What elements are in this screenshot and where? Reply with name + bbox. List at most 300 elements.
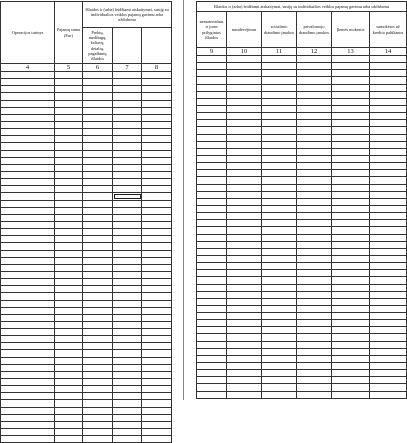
ledger-cell[interactable] — [370, 98, 407, 105]
ledger-cell[interactable] — [83, 286, 113, 293]
ledger-cell[interactable] — [113, 336, 142, 343]
ledger-cell[interactable] — [83, 336, 113, 343]
ledger-cell[interactable] — [83, 307, 113, 314]
ledger-cell[interactable] — [332, 98, 370, 105]
ledger-cell[interactable] — [1, 107, 55, 114]
ledger-cell[interactable] — [142, 279, 172, 286]
ledger-cell[interactable] — [1, 157, 55, 164]
ledger-cell[interactable] — [227, 105, 262, 112]
ledger-cell[interactable] — [262, 220, 297, 227]
ledger-cell[interactable] — [227, 170, 262, 177]
ledger-cell[interactable] — [197, 205, 227, 212]
ledger-cell[interactable] — [197, 277, 227, 284]
ledger-cell[interactable] — [113, 307, 142, 314]
ledger-cell[interactable] — [227, 234, 262, 241]
ledger-cell[interactable] — [142, 321, 172, 328]
ledger-cell[interactable] — [370, 377, 407, 384]
ledger-cell[interactable] — [297, 77, 332, 84]
ledger-cell[interactable] — [197, 120, 227, 127]
ledger-cell[interactable] — [113, 300, 142, 307]
ledger-cell[interactable] — [55, 100, 83, 107]
ledger-cell[interactable] — [227, 141, 262, 148]
ledger-cell[interactable] — [262, 120, 297, 127]
ledger-cell[interactable] — [332, 177, 370, 184]
ledger-cell[interactable] — [1, 207, 55, 214]
ledger-cell[interactable] — [370, 227, 407, 234]
ledger-cell[interactable] — [262, 191, 297, 198]
ledger-cell[interactable] — [1, 150, 55, 157]
ledger-cell[interactable] — [55, 371, 83, 378]
ledger-cell[interactable] — [297, 241, 332, 248]
ledger-cell[interactable] — [83, 421, 113, 428]
ledger-cell[interactable] — [197, 155, 227, 162]
ledger-cell[interactable] — [297, 248, 332, 255]
ledger-cell[interactable] — [227, 263, 262, 270]
ledger-cell[interactable] — [297, 84, 332, 91]
ledger-cell[interactable] — [142, 379, 172, 386]
ledger-cell[interactable] — [297, 56, 332, 63]
ledger-cell[interactable] — [83, 79, 113, 86]
ledger-cell[interactable] — [1, 264, 55, 271]
ledger-cell[interactable] — [83, 264, 113, 271]
ledger-cell[interactable] — [297, 284, 332, 291]
ledger-cell[interactable] — [370, 305, 407, 312]
ledger-cell[interactable] — [370, 341, 407, 348]
ledger-cell[interactable] — [297, 277, 332, 284]
ledger-cell[interactable] — [262, 141, 297, 148]
ledger-cell[interactable] — [55, 79, 83, 86]
ledger-cell[interactable] — [55, 186, 83, 193]
ledger-cell[interactable] — [197, 70, 227, 77]
ledger-cell[interactable] — [297, 148, 332, 155]
ledger-cell[interactable] — [83, 193, 113, 200]
ledger-cell[interactable] — [197, 298, 227, 305]
ledger-cell[interactable] — [55, 414, 83, 421]
ledger-cell[interactable] — [113, 286, 142, 293]
ledger-cell[interactable] — [370, 363, 407, 370]
ledger-cell[interactable] — [197, 227, 227, 234]
ledger-cell[interactable] — [197, 198, 227, 205]
ledger-cell[interactable] — [262, 127, 297, 134]
ledger-cell[interactable] — [55, 279, 83, 286]
ledger-cell[interactable] — [262, 234, 297, 241]
ledger-cell[interactable] — [55, 300, 83, 307]
ledger-cell[interactable] — [142, 364, 172, 371]
ledger-cell[interactable] — [1, 86, 55, 93]
ledger-cell[interactable] — [1, 72, 55, 79]
ledger-cell[interactable] — [142, 421, 172, 428]
ledger-cell[interactable] — [55, 357, 83, 364]
ledger-cell[interactable] — [332, 234, 370, 241]
ledger-cell[interactable] — [297, 291, 332, 298]
ledger-cell[interactable] — [1, 407, 55, 414]
ledger-cell[interactable] — [262, 198, 297, 205]
ledger-cell[interactable] — [55, 136, 83, 143]
ledger-cell[interactable] — [227, 291, 262, 298]
ledger-cell[interactable] — [83, 386, 113, 393]
ledger-cell[interactable] — [113, 329, 142, 336]
ledger-cell[interactable] — [55, 293, 83, 300]
ledger-cell[interactable] — [142, 121, 172, 128]
ledger-cell[interactable] — [297, 341, 332, 348]
ledger-cell[interactable] — [370, 263, 407, 270]
ledger-cell[interactable] — [297, 98, 332, 105]
ledger-cell[interactable] — [83, 164, 113, 171]
ledger-cell[interactable] — [370, 113, 407, 120]
ledger-cell[interactable] — [142, 179, 172, 186]
ledger-cell[interactable] — [113, 386, 142, 393]
ledger-cell[interactable] — [142, 100, 172, 107]
ledger-cell[interactable] — [113, 421, 142, 428]
ledger-cell[interactable] — [370, 313, 407, 320]
ledger-cell[interactable] — [227, 241, 262, 248]
ledger-cell[interactable] — [55, 343, 83, 350]
ledger-cell[interactable] — [83, 136, 113, 143]
ledger-cell[interactable] — [370, 191, 407, 198]
ledger-cell[interactable] — [83, 300, 113, 307]
ledger-cell[interactable] — [332, 113, 370, 120]
ledger-cell[interactable] — [142, 307, 172, 314]
ledger-cell[interactable] — [1, 93, 55, 100]
ledger-cell[interactable] — [262, 177, 297, 184]
ledger-cell[interactable] — [55, 214, 83, 221]
ledger-cell[interactable] — [1, 279, 55, 286]
ledger-cell[interactable] — [370, 248, 407, 255]
ledger-cell[interactable] — [55, 314, 83, 321]
ledger-cell[interactable] — [55, 429, 83, 436]
ledger-cell[interactable] — [332, 270, 370, 277]
ledger-cell[interactable] — [370, 163, 407, 170]
ledger-cell[interactable] — [370, 391, 407, 398]
ledger-cell[interactable] — [370, 148, 407, 155]
ledger-cell[interactable] — [262, 56, 297, 63]
ledger-cell[interactable] — [297, 134, 332, 141]
ledger-cell[interactable] — [197, 241, 227, 248]
ledger-cell[interactable] — [197, 191, 227, 198]
ledger-cell[interactable] — [113, 72, 142, 79]
ledger-cell[interactable] — [1, 186, 55, 193]
ledger-cell[interactable] — [142, 171, 172, 178]
ledger-cell[interactable] — [55, 364, 83, 371]
ledger-cell[interactable] — [332, 134, 370, 141]
ledger-cell[interactable] — [332, 327, 370, 334]
ledger-cell[interactable] — [83, 400, 113, 407]
ledger-cell[interactable] — [197, 84, 227, 91]
ledger-cell[interactable] — [227, 184, 262, 191]
ledger-cell[interactable] — [113, 407, 142, 414]
ledger-cell[interactable] — [227, 284, 262, 291]
ledger-cell[interactable] — [197, 234, 227, 241]
ledger-cell[interactable] — [83, 129, 113, 136]
ledger-cell[interactable] — [332, 155, 370, 162]
ledger-cell[interactable] — [297, 213, 332, 220]
ledger-cell[interactable] — [113, 79, 142, 86]
ledger-cell[interactable] — [262, 341, 297, 348]
ledger-cell[interactable] — [142, 229, 172, 236]
ledger-cell[interactable] — [227, 355, 262, 362]
ledger-cell[interactable] — [197, 320, 227, 327]
ledger-cell[interactable] — [113, 86, 142, 93]
ledger-cell[interactable] — [370, 291, 407, 298]
ledger-cell[interactable] — [262, 155, 297, 162]
ledger-cell[interactable] — [142, 371, 172, 378]
ledger-cell[interactable] — [83, 293, 113, 300]
ledger-cell[interactable] — [332, 198, 370, 205]
ledger-cell[interactable] — [297, 320, 332, 327]
ledger-cell[interactable] — [332, 298, 370, 305]
ledger-cell[interactable] — [197, 148, 227, 155]
ledger-cell[interactable] — [227, 227, 262, 234]
ledger-cell[interactable] — [1, 136, 55, 143]
ledger-cell[interactable] — [227, 205, 262, 212]
ledger-cell[interactable] — [197, 163, 227, 170]
ledger-cell[interactable] — [297, 305, 332, 312]
ledger-cell[interactable] — [55, 129, 83, 136]
ledger-cell[interactable] — [297, 220, 332, 227]
ledger-cell[interactable] — [83, 250, 113, 257]
ledger-cell[interactable] — [227, 255, 262, 262]
ledger-cell[interactable] — [297, 327, 332, 334]
ledger-cell[interactable] — [83, 393, 113, 400]
ledger-cell[interactable] — [83, 100, 113, 107]
ledger-cell[interactable] — [55, 72, 83, 79]
ledger-cell[interactable] — [227, 348, 262, 355]
ledger-cell[interactable] — [332, 63, 370, 70]
ledger-cell[interactable] — [142, 72, 172, 79]
ledger-cell[interactable] — [262, 134, 297, 141]
ledger-cell[interactable] — [332, 370, 370, 377]
ledger-cell[interactable] — [142, 314, 172, 321]
ledger-cell[interactable] — [197, 270, 227, 277]
ledger-cell[interactable] — [227, 120, 262, 127]
ledger-cell[interactable] — [262, 277, 297, 284]
ledger-cell[interactable] — [227, 63, 262, 70]
ledger-cell[interactable] — [197, 355, 227, 362]
ledger-cell[interactable] — [227, 220, 262, 227]
ledger-cell[interactable] — [1, 364, 55, 371]
ledger-cell[interactable] — [1, 250, 55, 257]
ledger-cell[interactable] — [55, 207, 83, 214]
ledger-cell[interactable] — [370, 91, 407, 98]
ledger-cell[interactable] — [55, 257, 83, 264]
ledger-cell[interactable] — [142, 164, 172, 171]
ledger-cell[interactable] — [83, 114, 113, 121]
ledger-cell[interactable] — [227, 56, 262, 63]
ledger-cell[interactable] — [83, 407, 113, 414]
ledger-cell[interactable] — [332, 127, 370, 134]
ledger-cell[interactable] — [83, 350, 113, 357]
ledger-cell[interactable] — [227, 177, 262, 184]
ledger-cell[interactable] — [113, 143, 142, 150]
ledger-cell[interactable] — [83, 257, 113, 264]
ledger-cell[interactable] — [55, 421, 83, 428]
ledger-cell[interactable] — [142, 157, 172, 164]
ledger-cell[interactable] — [197, 113, 227, 120]
ledger-cell[interactable] — [370, 198, 407, 205]
ledger-cell[interactable] — [332, 220, 370, 227]
ledger-cell[interactable] — [83, 214, 113, 221]
ledger-cell[interactable] — [370, 77, 407, 84]
ledger-cell[interactable] — [55, 250, 83, 257]
ledger-cell[interactable] — [370, 205, 407, 212]
ledger-cell[interactable] — [1, 143, 55, 150]
ledger-cell[interactable] — [262, 70, 297, 77]
ledger-cell[interactable] — [55, 86, 83, 93]
ledger-cell[interactable] — [370, 56, 407, 63]
ledger-cell[interactable] — [332, 148, 370, 155]
ledger-cell[interactable] — [332, 213, 370, 220]
ledger-cell[interactable] — [83, 200, 113, 207]
ledger-cell[interactable] — [197, 263, 227, 270]
ledger-cell[interactable] — [113, 171, 142, 178]
ledger-cell[interactable] — [1, 386, 55, 393]
ledger-cell[interactable] — [332, 348, 370, 355]
ledger-cell[interactable] — [55, 436, 83, 443]
ledger-cell[interactable] — [113, 364, 142, 371]
ledger-cell[interactable] — [227, 127, 262, 134]
ledger-cell[interactable] — [55, 179, 83, 186]
ledger-cell[interactable] — [113, 207, 142, 214]
ledger-cell[interactable] — [297, 334, 332, 341]
ledger-cell[interactable] — [83, 357, 113, 364]
ledger-cell[interactable] — [332, 120, 370, 127]
ledger-cell[interactable] — [297, 191, 332, 198]
ledger-cell[interactable] — [262, 184, 297, 191]
ledger-cell[interactable] — [262, 284, 297, 291]
ledger-cell[interactable] — [142, 386, 172, 393]
ledger-cell[interactable] — [1, 193, 55, 200]
ledger-cell[interactable] — [142, 136, 172, 143]
ledger-cell[interactable] — [332, 334, 370, 341]
ledger-cell[interactable] — [262, 84, 297, 91]
ledger-cell[interactable] — [262, 170, 297, 177]
ledger-cell[interactable] — [227, 155, 262, 162]
ledger-cell[interactable] — [370, 334, 407, 341]
ledger-cell[interactable] — [113, 264, 142, 271]
ledger-cell[interactable] — [332, 291, 370, 298]
ledger-cell[interactable] — [55, 400, 83, 407]
ledger-cell[interactable] — [370, 327, 407, 334]
ledger-cell[interactable] — [55, 271, 83, 278]
ledger-cell[interactable] — [83, 314, 113, 321]
ledger-cell[interactable] — [1, 221, 55, 228]
ledger-cell[interactable] — [332, 56, 370, 63]
ledger-cell[interactable] — [262, 334, 297, 341]
ledger-cell[interactable] — [55, 221, 83, 228]
ledger-cell[interactable] — [55, 157, 83, 164]
ledger-cell[interactable] — [142, 150, 172, 157]
ledger-cell[interactable] — [332, 355, 370, 362]
ledger-cell[interactable] — [332, 263, 370, 270]
ledger-cell[interactable] — [262, 370, 297, 377]
ledger-cell[interactable] — [142, 436, 172, 443]
ledger-cell[interactable] — [83, 236, 113, 243]
ledger-cell[interactable] — [83, 207, 113, 214]
ledger-cell[interactable] — [197, 384, 227, 391]
ledger-cell[interactable] — [297, 198, 332, 205]
ledger-cell[interactable] — [297, 105, 332, 112]
ledger-cell[interactable] — [370, 320, 407, 327]
ledger-cell[interactable] — [142, 300, 172, 307]
ledger-cell[interactable] — [1, 271, 55, 278]
ledger-cell[interactable] — [142, 186, 172, 193]
ledger-cell[interactable] — [55, 286, 83, 293]
ledger-cell[interactable] — [297, 155, 332, 162]
ledger-cell[interactable] — [142, 107, 172, 114]
ledger-cell[interactable] — [197, 91, 227, 98]
ledger-cell[interactable] — [262, 227, 297, 234]
ledger-cell[interactable] — [142, 114, 172, 121]
ledger-cell[interactable] — [370, 270, 407, 277]
ledger-cell[interactable] — [370, 177, 407, 184]
ledger-cell[interactable] — [297, 377, 332, 384]
ledger-cell[interactable] — [197, 248, 227, 255]
ledger-cell[interactable] — [113, 293, 142, 300]
ledger-cell[interactable] — [1, 257, 55, 264]
ledger-cell[interactable] — [1, 300, 55, 307]
ledger-cell[interactable] — [197, 377, 227, 384]
ledger-cell[interactable] — [297, 263, 332, 270]
ledger-cell[interactable] — [227, 363, 262, 370]
ledger-cell[interactable] — [83, 371, 113, 378]
ledger-cell[interactable] — [83, 364, 113, 371]
ledger-cell[interactable] — [55, 164, 83, 171]
ledger-cell[interactable] — [142, 350, 172, 357]
ledger-cell[interactable] — [113, 229, 142, 236]
ledger-cell[interactable] — [297, 313, 332, 320]
ledger-cell[interactable] — [1, 429, 55, 436]
ledger-cell[interactable] — [1, 200, 55, 207]
ledger-cell[interactable] — [113, 357, 142, 364]
ledger-cell[interactable] — [370, 213, 407, 220]
ledger-cell[interactable] — [55, 193, 83, 200]
ledger-cell[interactable] — [83, 379, 113, 386]
ledger-cell[interactable] — [370, 134, 407, 141]
ledger-cell[interactable] — [227, 84, 262, 91]
ledger-cell[interactable] — [142, 264, 172, 271]
ledger-cell[interactable] — [1, 171, 55, 178]
ledger-cell[interactable] — [55, 236, 83, 243]
ledger-cell[interactable] — [227, 305, 262, 312]
ledger-cell[interactable] — [197, 77, 227, 84]
ledger-cell[interactable] — [332, 77, 370, 84]
ledger-cell[interactable] — [332, 363, 370, 370]
ledger-cell[interactable] — [83, 93, 113, 100]
ledger-cell[interactable] — [332, 184, 370, 191]
ledger-cell[interactable] — [83, 157, 113, 164]
ledger-cell[interactable] — [332, 277, 370, 284]
ledger-cell[interactable] — [197, 141, 227, 148]
ledger-cell[interactable] — [297, 113, 332, 120]
ledger-cell[interactable] — [227, 277, 262, 284]
ledger-cell[interactable] — [262, 348, 297, 355]
ledger-cell[interactable] — [262, 241, 297, 248]
ledger-cell[interactable] — [297, 384, 332, 391]
ledger-cell[interactable] — [197, 255, 227, 262]
ledger-cell[interactable] — [83, 271, 113, 278]
ledger-cell[interactable] — [1, 121, 55, 128]
ledger-cell[interactable] — [1, 343, 55, 350]
ledger-cell[interactable] — [370, 155, 407, 162]
ledger-cell[interactable] — [227, 163, 262, 170]
ledger-cell[interactable] — [297, 298, 332, 305]
ledger-cell[interactable] — [113, 93, 142, 100]
ledger-cell[interactable] — [1, 179, 55, 186]
ledger-cell[interactable] — [55, 321, 83, 328]
ledger-cell[interactable] — [227, 70, 262, 77]
ledger-cell[interactable] — [227, 77, 262, 84]
ledger-cell[interactable] — [197, 305, 227, 312]
